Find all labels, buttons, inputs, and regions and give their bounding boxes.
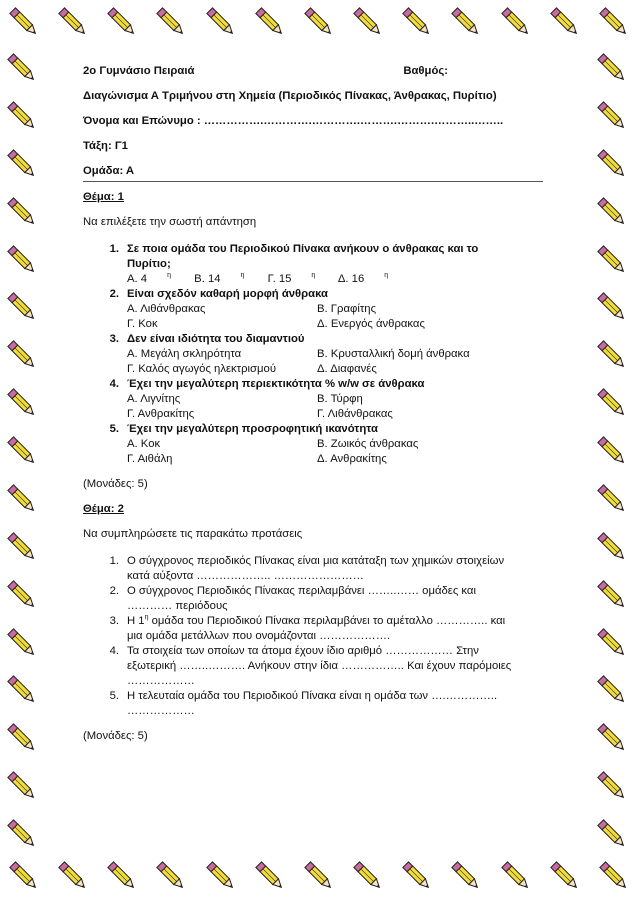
pencil-icon [592,144,632,184]
option-a[interactable]: Α. Κοκ [127,438,161,450]
pencil-icon [2,335,42,375]
section1-questions [83,242,543,467]
test-title: Διαγώνισμα Α Τριμήνου στη Χημεία (Περιοδικός Πίνακας, Άνθρακας, Πυρίτιο) [83,90,497,102]
question-text: Σε ποια ομάδα του Περιοδικού Πίνακα ανήκουν ο άνθρακας και το [127,243,479,255]
section2-items [83,554,543,719]
grade-label: Βαθμός: [403,65,448,77]
pencil-icon [348,856,388,896]
option-b[interactable]: Β. Ζωικός άνθρακας [317,438,419,450]
pencil-icon [397,856,437,896]
section2-instruction: Να συμπληρώσετε τις παρακάτω προτάσεις [83,528,303,540]
pencil-icon [592,527,632,567]
pencil-border-top [0,2,638,48]
pencil-icon [2,287,42,327]
option-c[interactable]: Γ. Κοκ [127,318,158,330]
item-number: 5. [109,690,119,702]
pencil-icon [545,856,585,896]
pencil-icon [592,240,632,280]
option-a[interactable]: Α. 4 $^\eta$ [127,272,172,285]
item-text[interactable]: ……………… [127,675,195,687]
section1-instruction: Να επιλέξετε την σωστή απάντηση [83,216,257,228]
option-d[interactable]: Δ. Ενεργός άνθρακας [317,318,425,330]
option-c[interactable]: Γ. Ανθρακίτης [127,408,195,420]
question-text: Έχει την μεγαλύτερη προσροφητική ικανότητα [127,423,378,435]
pencil-icon [2,718,42,758]
section1-units: (Μονάδες: 5) [83,478,148,490]
pencil-icon [592,718,632,758]
option-a[interactable]: Α. Λιθάνθρακας [127,303,206,315]
options-row [127,392,543,407]
pencil-icon [299,2,339,42]
option-a[interactable]: Α. Μεγάλη σκληρότητα [127,348,242,360]
question-1 [83,242,543,287]
pencil-icon [151,856,191,896]
question-text: Έχει την μεγαλύτερη περιεκτικότητα % w/w σε άνθρακα [127,378,425,390]
item-text[interactable]: ………… περιόδους [127,600,228,612]
pencil-icon [397,2,437,42]
fill-item-3 [83,614,543,644]
pencil-icon [102,2,142,42]
item-text[interactable]: ……………… [127,705,195,717]
pencil-icon [592,766,632,806]
pencil-icon [496,856,536,896]
option-d[interactable]: Δ. Διαφανές [317,363,377,375]
options-row [127,317,543,332]
question-3 [83,332,543,377]
item-text[interactable]: Η $1^\eta$ ομάδα του Περιοδικού Πίνακα περιλαμβάνει το αμέταλλο ………….. και [127,614,506,627]
item-text[interactable]: Ο σύγχρονος Περιοδικός Πίνακας περιλαμβάνει ……..…… ομάδες και [127,585,476,597]
pencil-icon [592,623,632,663]
pencil-icon [2,431,42,471]
pencil-icon [250,856,290,896]
pencil-icon [592,575,632,615]
option-d[interactable]: Δ. Ανθρακίτης [317,453,387,465]
item-text: Ο σύγχρονος περιοδικός Πίνακας είναι μια κατάταξη των χημικών στοιχείων [127,555,505,567]
item-text[interactable]: Τα στοιχεία των οποίων τα άτομα έχουν ίδιο αριθμό ……………… Στην [127,645,479,657]
question-number: 5. [109,423,119,435]
pencil-icon [2,144,42,184]
pencil-icon [446,2,486,42]
option-b[interactable]: Β. 14 $^\eta$ [194,272,245,285]
pencil-icon [53,2,93,42]
question-number: 2. [109,288,119,300]
pencil-icon [2,192,42,232]
fill-item-1 [83,554,543,584]
pencil-icon [592,383,632,423]
pencil-icon [496,2,536,42]
question-number: 3. [109,333,119,345]
pencil-icon [201,856,241,896]
pencil-icon [53,856,93,896]
pencil-icon [2,575,42,615]
pencil-border-right [592,48,638,854]
question-number: 1. [109,243,119,255]
options-row [127,437,543,452]
item-text[interactable]: κατά αύξοντα ……………….. …………………… [127,570,364,582]
pencil-icon [592,335,632,375]
option-b[interactable]: Β. Κρυσταλλική δομή άνθρακα [317,348,470,360]
option-c[interactable]: Γ. 15 $^\eta$ [267,272,316,285]
pencil-icon [592,287,632,327]
options-row [127,362,543,377]
pencil-icon [592,479,632,519]
pencil-icon [2,527,42,567]
options-row [127,272,543,287]
pencil-icon [592,431,632,471]
pencil-icon [201,2,241,42]
pencil-icon [102,856,142,896]
item-number: 3. [109,615,119,627]
pencil-icon [2,383,42,423]
pencil-icon [2,479,42,519]
section1-title: Θέμα: 1 [83,191,124,203]
fill-item-4 [83,644,543,689]
pencil-icon [4,2,44,42]
option-a[interactable]: Α. Λιγνίτης [127,393,181,405]
option-c[interactable]: Γ. Αιθάλη [127,453,173,465]
class-field: Τάξη: Γ1 [83,140,128,152]
pencil-icon [151,2,191,42]
pencil-icon [250,2,290,42]
pencil-icon [348,2,388,42]
question-text: Δεν είναι ιδιότητα του διαμαντιού [127,333,305,345]
question-text: Πυρίτιο; [127,258,171,270]
item-text[interactable]: Η τελευταία ομάδα του Περιοδικού Πίνακα είναι η ομάδα των ….………….. [127,690,498,702]
pencil-icon [594,2,634,42]
question-5 [83,422,543,467]
pencil-icon [592,96,632,136]
fill-item-2 [83,584,543,614]
pencil-icon [2,670,42,710]
item-number: 4. [109,645,119,657]
item-number: 1. [109,555,119,567]
header-line [83,64,543,79]
worksheet [83,64,543,744]
pencil-icon [2,623,42,663]
pencil-icon [2,48,42,88]
pencil-border-bottom [0,856,638,902]
option-b[interactable]: Β. Γραφίτης [317,303,377,315]
question-4 [83,377,543,422]
options-row [127,347,543,362]
option-d[interactable]: Γ. Λιθάνθρακας [317,408,393,420]
school-name: 2ο Γυμνάσιο Πειραιά [83,65,195,77]
pencil-border-left [2,48,48,854]
item-number: 2. [109,585,119,597]
question-2 [83,287,543,332]
options-row [127,452,543,467]
pencil-icon [2,766,42,806]
pencil-icon [446,856,486,896]
pencil-icon [2,814,42,854]
pencil-icon [2,96,42,136]
options-row [127,407,543,422]
options-row [127,302,543,317]
name-field[interactable]: Όνομα και Επώνυμο : …………….………….………….……….……….………..…….. [83,115,504,127]
question-text: Είναι σχεδόν καθαρή μορφή άνθρακα [127,288,328,300]
item-text[interactable]: μια ομάδα μετάλλων που ονομάζονται ………………. [127,630,391,642]
option-d[interactable]: Δ. 16 $^\eta$ [337,272,389,285]
pencil-icon [4,856,44,896]
pencil-icon [592,670,632,710]
section2-units: (Μονάδες: 5) [83,730,148,742]
pencil-icon [545,2,585,42]
pencil-icon [299,856,339,896]
option-c[interactable]: Γ. Καλός αγωγός ηλεκτρισμού [127,363,276,375]
section2-title: Θέμα: 2 [83,503,124,515]
pencil-icon [594,856,634,896]
option-b[interactable]: Β. Τύρφη [317,393,363,405]
pencil-icon [2,240,42,280]
question-number: 4. [109,378,119,390]
item-text[interactable]: εξωτερική ……..………. Ανήκουν στην ίδια …………….. Και έχουν παρόμοιες [127,660,512,672]
group-field: Ομάδα: Α [83,164,543,182]
fill-item-5 [83,689,543,719]
pencil-icon [592,814,632,854]
pencil-icon [592,192,632,232]
pencil-icon [592,48,632,88]
